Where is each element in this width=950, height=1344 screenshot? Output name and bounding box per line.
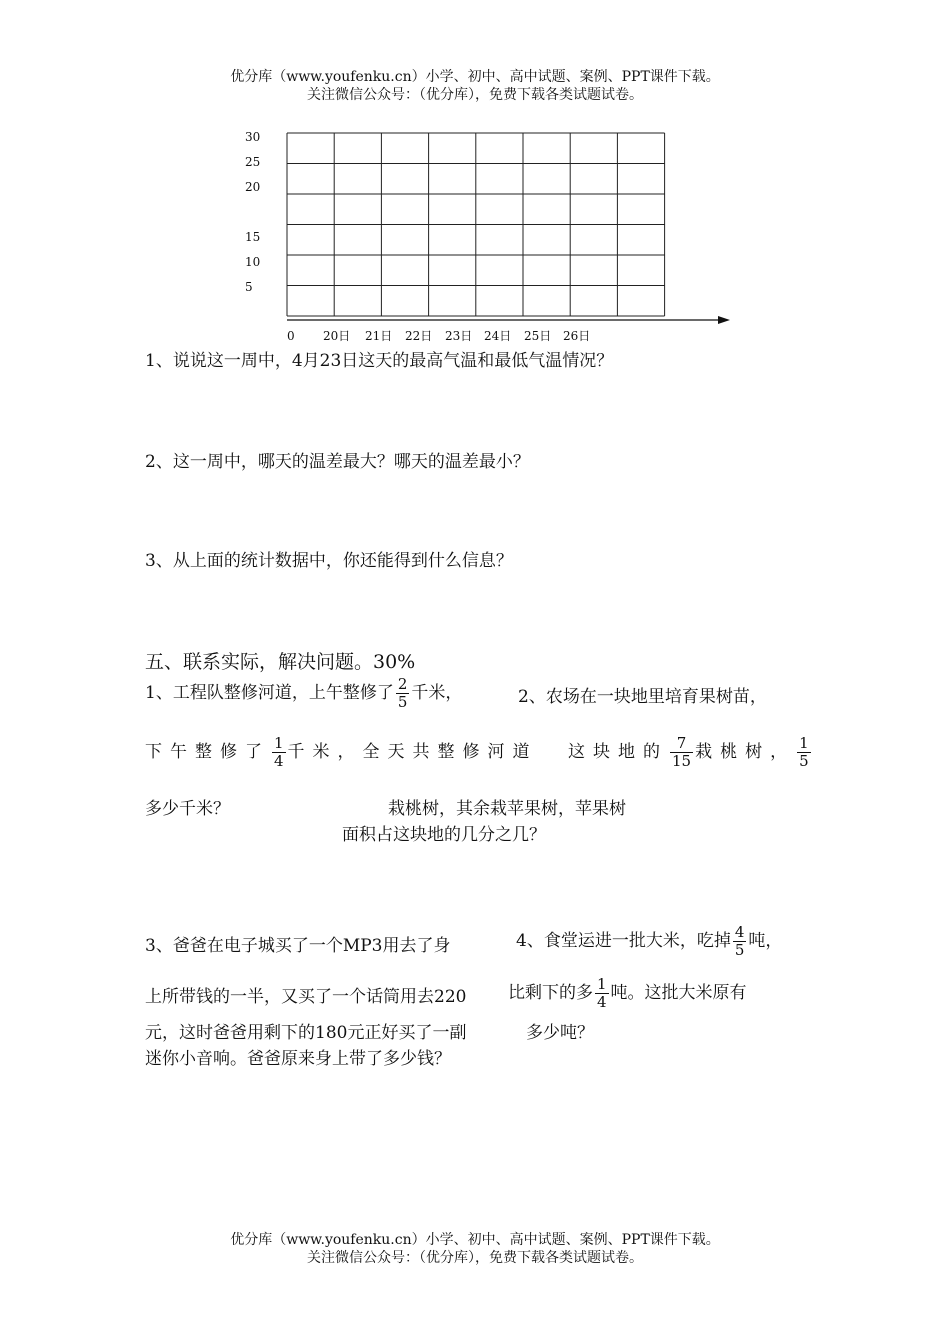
q1-frac2-num: 1 — [274, 734, 284, 752]
q2-line-3: 栽桃树，其余栽苹果树，苹果树 — [388, 799, 626, 819]
y-tick-label: 5 — [245, 280, 253, 294]
page-header — [0, 68, 950, 104]
q4-text-a: 4、食堂运进一批大米，吃掉 — [516, 931, 731, 951]
q3-line-2: 上所带钱的一半，又买了一个话筒用去220 — [145, 987, 467, 1007]
q4-fraction-2 — [595, 976, 609, 1011]
x-tick-label: 25日 — [524, 329, 552, 343]
q1-line-1 — [145, 676, 462, 711]
header-line-2: 关注微信公众号：（优分库），免费下载各类试题试卷。 — [307, 87, 643, 103]
q1-fraction-1 — [396, 676, 410, 711]
q2-frac1-num: 7 — [670, 735, 693, 753]
temperature-grid-chart — [235, 125, 745, 350]
footer-line-1: 优分库（www.youfenku.cn）小学、初中、高中试题、案例、PPT课件下载。 — [230, 1232, 720, 1248]
q4-line-2 — [508, 976, 747, 1011]
q2-line-4: 面积占这块地的几分之几？ — [342, 825, 546, 845]
q2-frac2-den: 5 — [799, 752, 809, 770]
q1-line-3: 多少千米？ — [145, 799, 230, 819]
q2-line-1: 2、农场在一块地里培育果树苗， — [518, 687, 767, 707]
q4-fraction-1 — [733, 924, 747, 959]
x-tick-label: 26日 — [563, 329, 591, 343]
q4-text-d: 吨。这批大米原有 — [610, 983, 747, 1003]
x-axis-arrow — [718, 316, 730, 324]
q4-text-c: 比剩下的多 — [508, 983, 593, 1003]
q4-frac2-num: 1 — [597, 975, 607, 993]
footer-line-2: 关注微信公众号：（优分库），免费下载各类试题试卷。 — [307, 1250, 643, 1266]
q1-line-2 — [145, 735, 538, 770]
q1-frac1-den: 5 — [397, 693, 408, 711]
x-axis-tick-labels — [287, 329, 590, 343]
q3-line-4: 迷你小音响。爸爸原来身上带了多少钱？ — [145, 1049, 451, 1069]
q1-fraction-2 — [272, 735, 286, 770]
q4-text-b: 吨， — [748, 931, 783, 951]
q2-fraction-2 — [797, 735, 811, 770]
q2-text-b: 这块地的 — [568, 742, 668, 762]
y-tick-label: 10 — [245, 255, 261, 269]
x-tick-label: 24日 — [484, 329, 512, 343]
y-axis-tick-labels — [245, 130, 260, 294]
x-tick-label: 21日 — [365, 329, 393, 343]
x-tick-label: 23日 — [445, 329, 473, 343]
x-tick-label: 22日 — [405, 329, 433, 343]
q1-text-a: 1、工程队整修河道，上午整修了 — [145, 683, 394, 703]
q2-text-c: 栽桃树， — [695, 742, 796, 762]
q1-frac2-den: 4 — [274, 752, 284, 770]
q2-frac1-den: 15 — [672, 752, 692, 770]
q4-frac1-den: 5 — [734, 941, 745, 959]
y-tick-label: 25 — [245, 155, 261, 169]
header-line-1: 优分库（www.youfenku.cn）小学、初中、高中试题、案例、PPT课件下载。 — [230, 69, 720, 85]
q4-line-3: 多少吨？ — [526, 1023, 594, 1043]
chart-question-1: 1、说说这一周中，4月23日这天的最高气温和最低气温情况？ — [145, 351, 614, 371]
grid-lines — [287, 133, 730, 324]
y-tick-label: 20 — [245, 180, 261, 194]
q1-text-d: 千米，全天共整修河道 — [287, 742, 538, 762]
chart-question-2: 2、这一周中，哪天的温差最大？哪天的温差最小？ — [145, 452, 530, 472]
x-tick-label: 20日 — [323, 329, 351, 343]
q3-line-3: 元，这时爸爸用剩下的180元正好买了一副 — [145, 1023, 467, 1043]
q2-fraction-1 — [670, 735, 693, 770]
chart-question-3: 3、从上面的统计数据中，你还能得到什么信息？ — [145, 551, 513, 571]
q1-text-c: 下午整修了 — [145, 742, 270, 762]
q1-text-b: 千米， — [411, 683, 463, 703]
x-origin-label: 0 — [287, 329, 295, 343]
q2-frac2-num: 1 — [799, 734, 809, 752]
y-tick-label: 15 — [245, 230, 261, 244]
q4-line-1 — [516, 924, 782, 959]
q1-frac1-num: 2 — [397, 675, 408, 693]
section-5-title: 五、联系实际，解决问题。30% — [145, 651, 416, 673]
page-footer — [0, 1231, 950, 1267]
q3-line-1: 3、爸爸在电子城买了一个MP3用去了身 — [145, 936, 451, 956]
q2-line-2 — [568, 735, 813, 770]
y-tick-label: 30 — [245, 130, 261, 144]
q4-frac1-num: 4 — [734, 923, 745, 941]
q4-frac2-den: 4 — [597, 993, 607, 1011]
